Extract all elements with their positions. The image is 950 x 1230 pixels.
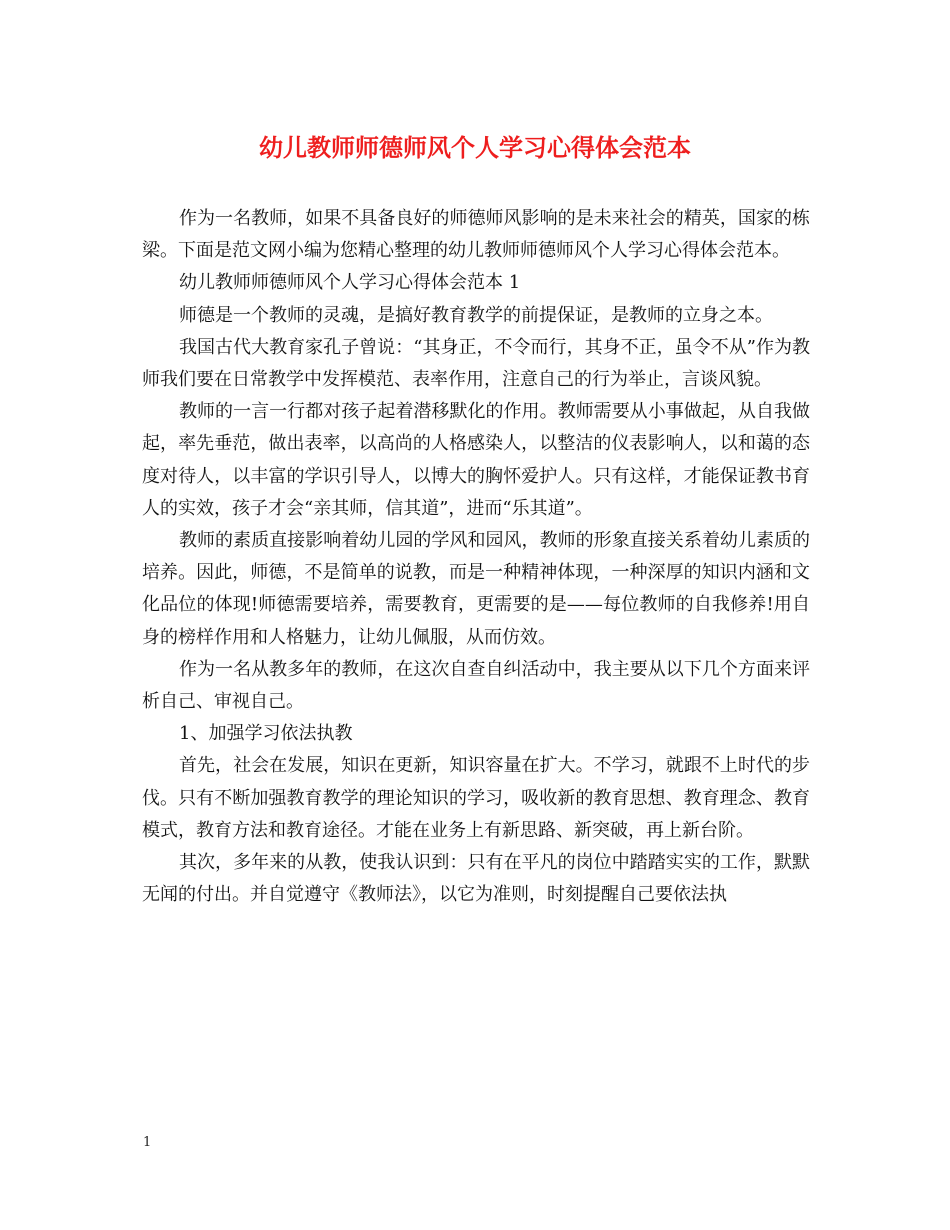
paragraph: 师德是一个教师的灵魂，是搞好教育教学的前提保证，是教师的立身之本。 (179, 304, 773, 326)
document-body (142, 203, 810, 911)
subsection-heading: 1、加强学习依法执教 (179, 723, 353, 745)
paragraph: 作为一名从教多年的教师，在这次自查自纠活动中，我主要从以下几个方面来评析自己、审视自己。 (142, 658, 810, 713)
paragraph: 其次，多年来的从教，使我认识到：只有在平凡的岗位中踏踏实实的工作，默默无闻的付出。并自觉遵守《教师法》，以它为准则，时刻提醒自己要依法执 (142, 852, 810, 906)
document-title: 幼儿教师师德师风个人学习心得体会范本 (259, 133, 691, 162)
paragraph: 首先，社会在发展，知识在更新，知识容量在扩大。不学习，就跟不上时代的步伐。只有不断加强教育教学的理论知识的学习，吸收新的教育思想、教育理念、教育模式，教育方法和教育途径。才能在业务上有新思路、新突破，再上新台阶。 (142, 755, 810, 841)
paragraph-intro: 作为一名教师，如果不具备良好的师德师风影响的是未来社会的精英，国家的栋梁。下面是范文网小编为您精心整理的幼儿教师师德师风个人学习心得体会范本。 (142, 208, 810, 262)
paragraph: 我国古代大教育家孔子曾说：“其身正，不令而行，其身不正，虽令不从”作为教师我们要在日常教学中发挥模范、表率作用，注意自己的行为举止，言谈风貌。 (142, 336, 810, 391)
paragraph: 教师的素质直接影响着幼儿园的学风和园风，教师的形象直接关系着幼儿素质的培养。因此，师德，不是简单的说教，而是一种精神体现，一种深厚的知识内涵和文化品位的体现!师德需要培养，需要教育，更需要的是——每位教师的自我修养!用自身的榜样作用和人格魅力，让幼儿佩服，从而仿效。 (142, 530, 810, 648)
section-heading: 幼儿教师师德师风个人学习心得体会范本 1 (179, 272, 521, 294)
paragraph: 教师的一言一行都对孩子起着潜移默化的作用。教师需要从小事做起，从自我做起，率先垂范，做出表率，以高尚的人格感染人，以整洁的仪表影响人，以和蔼的态度对待人，以丰富的学识引导人，以博大的胸怀爱护人。只有这样，才能保证教书育人的实效，孩子才会“亲其师，信其道”，进而“乐其道”。 (142, 401, 810, 519)
page-number: 1 (143, 1135, 152, 1150)
